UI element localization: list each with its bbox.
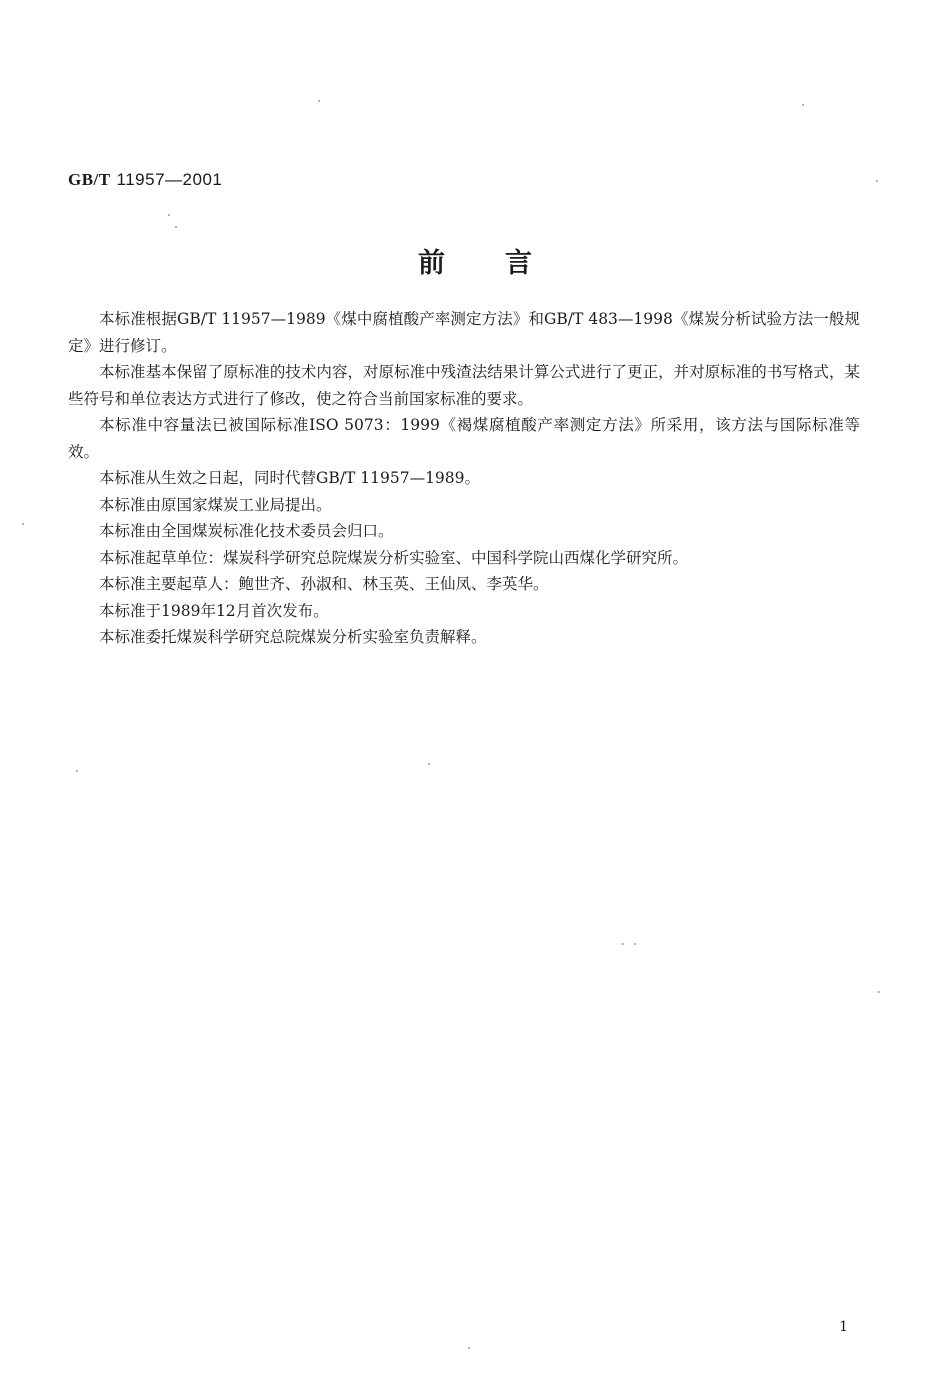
paragraph: 本标准于1989年12月首次发布。	[99, 601, 329, 620]
foreword-body	[68, 306, 860, 651]
page-title: 前言	[418, 248, 592, 279]
scan-speck	[878, 991, 880, 993]
standard-prefix: GB/T	[68, 170, 111, 189]
scan-speck	[168, 214, 170, 216]
paragraph: 本标准主要起草人：鲍世齐、孙淑和、林玉英、王仙凤、李英华。	[99, 575, 549, 593]
page-number: 1	[839, 1319, 848, 1335]
paragraph: 本标准由原国家煤炭工业局提出。	[99, 495, 332, 514]
scan-speck	[622, 943, 624, 945]
scan-speck	[76, 770, 78, 772]
scan-speck	[802, 104, 804, 106]
standard-code	[68, 170, 222, 190]
scan-speck	[22, 523, 24, 525]
paragraph: 本标准由全国煤炭标准化技术委员会归口。	[99, 522, 394, 540]
scan-speck	[468, 1347, 470, 1349]
paragraph: 本标准基本保留了原标准的技术内容，对原标准中残渣法结果计算公式进行了更正，并对原标准的书写格式，某些符号和单位表达方式进行了修改，使之符合当前国家标准的要求。	[68, 363, 860, 408]
scan-speck	[634, 943, 636, 945]
standard-number: 11957—2001	[116, 170, 223, 189]
paragraph: 本标准起草单位：煤炭科学研究总院煤炭分析实验室、中国科学院山西煤化学研究所。	[99, 548, 689, 567]
scan-speck	[175, 226, 177, 228]
paragraph: 本标准中容量法已被国际标准ISO 5073：1999《褐煤腐植酸产率测定方法》所采用，该方法与国际标准等效。	[68, 416, 860, 461]
scan-speck	[318, 100, 320, 102]
paragraph: 本标准委托煤炭科学研究总院煤炭分析实验室负责解释。	[99, 628, 487, 646]
scan-speck	[428, 763, 430, 765]
paragraph: 本标准根据GB/T 11957—1989《煤中腐植酸产率测定方法》和GB/T 483—1998《煤炭分析试验方法一般规定》进行修订。	[68, 310, 860, 355]
paragraph: 本标准从生效之日起，同时代替GB/T 11957—1989。	[99, 469, 481, 487]
scan-speck	[876, 180, 878, 182]
